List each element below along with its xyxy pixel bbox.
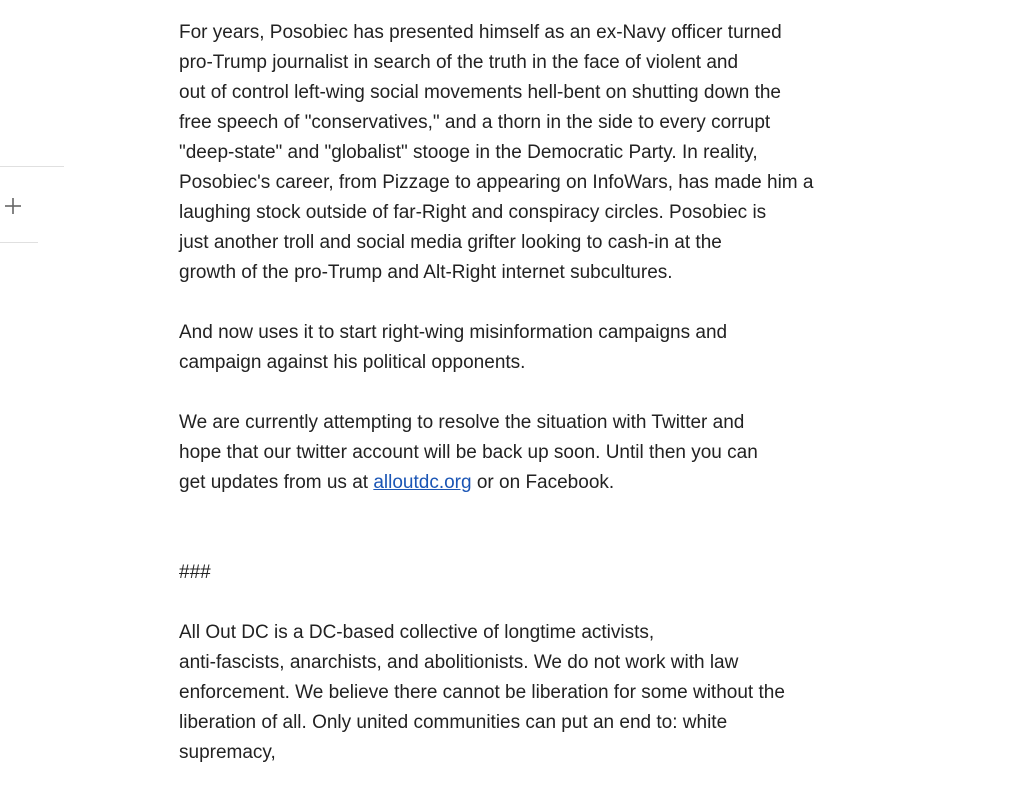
email-body xyxy=(179,18,899,768)
sidebar-divider-top xyxy=(0,166,64,167)
alloutdc-link[interactable]: alloutdc.org xyxy=(373,472,472,493)
body-paragraph-misinformation: And now uses it to start right-wing misinformation campaigns and campaign against his political opponents. xyxy=(179,322,728,373)
twitter-text-before-link: We are currently attempting to resolve the situation with Twitter and hope that our twitter account will be back up soon. Until then you can get updates from us at xyxy=(179,412,758,493)
section-separator: ### xyxy=(179,562,211,583)
body-paragraph-posobiec: For years, Posobiec has presented himself as an ex-Navy officer turned pro-Trump journalist in search of the truth in the face of violent and out of control left-wing social movements hell-bent on shutting down the free speech of "conservatives," and a thorn in the side to every corrupt "deep-state" and "globalist" stooge in the Democratic Party. In reality, Posobiec's career, from Pizzage to appearing on InfoWars, has made him a laughing stock outside of far-Right and conspiracy circles. Posobiec is just another troll and social media grifter looking to cash-in at the growth of the pro-Trump and Alt-Right internet subcultures. xyxy=(179,22,814,283)
body-paragraph-twitter xyxy=(179,408,899,498)
add-button[interactable] xyxy=(0,192,26,220)
paragraph-spacer xyxy=(179,288,899,318)
plus-icon xyxy=(3,196,23,216)
paragraph-spacer xyxy=(179,378,899,408)
body-paragraph-about: All Out DC is a DC-based collective of longtime activists, anti-fascists, anarchists, and abolitionists. We do not work with law enforcement. We believe there cannot be liberation for some without the liberation of all. Only united communities can put an end to: white supremacy, xyxy=(179,622,785,763)
sidebar-divider-bottom xyxy=(0,242,38,243)
paragraph-spacer xyxy=(179,588,899,618)
paragraph-spacer xyxy=(179,498,899,558)
twitter-text-after-link: or on Facebook. xyxy=(471,472,615,493)
